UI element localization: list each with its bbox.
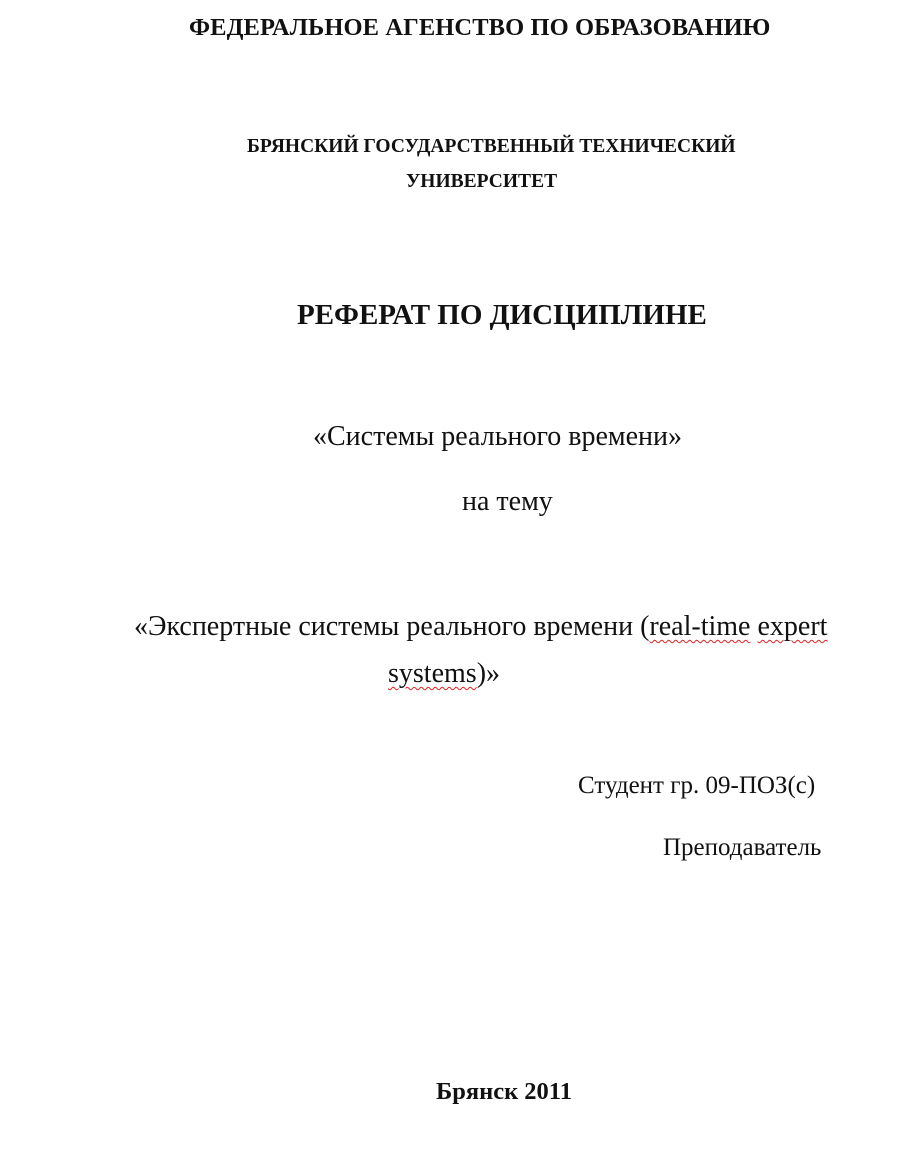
topic-line1-text: «Экспертные системы реального времени (: [134, 611, 650, 642]
university-name-line2: УНИВЕРСИТЕТ: [406, 171, 558, 192]
spellcheck-word-real-time: real-time: [649, 611, 751, 642]
discipline-name: «Системы реального времени»: [313, 421, 683, 452]
topic-line2: [388, 660, 500, 688]
on-topic-label: на тему: [462, 486, 553, 517]
topic-line2-suffix: )»: [476, 658, 501, 689]
spellcheck-word-expert: expert: [757, 611, 828, 642]
student-group-label: Студент гр. 09-ПОЗ(с): [578, 772, 816, 799]
agency-heading: ФЕДЕРАЛЬНОЕ АГЕНСТВО ПО ОБРАЗОВАНИЮ: [189, 14, 771, 41]
university-name-line1: БРЯНСКИЙ ГОСУДАРСТВЕННЫЙ ТЕХНИЧЕСКИЙ: [247, 136, 736, 157]
document-type-title: РЕФЕРАТ ПО ДИСЦИПЛИНЕ: [297, 299, 707, 331]
teacher-label: Преподаватель: [663, 834, 822, 861]
spellcheck-word-systems: systems: [388, 658, 477, 689]
city-year: Брянск 2011: [436, 1078, 572, 1105]
topic-line1: [134, 613, 827, 641]
